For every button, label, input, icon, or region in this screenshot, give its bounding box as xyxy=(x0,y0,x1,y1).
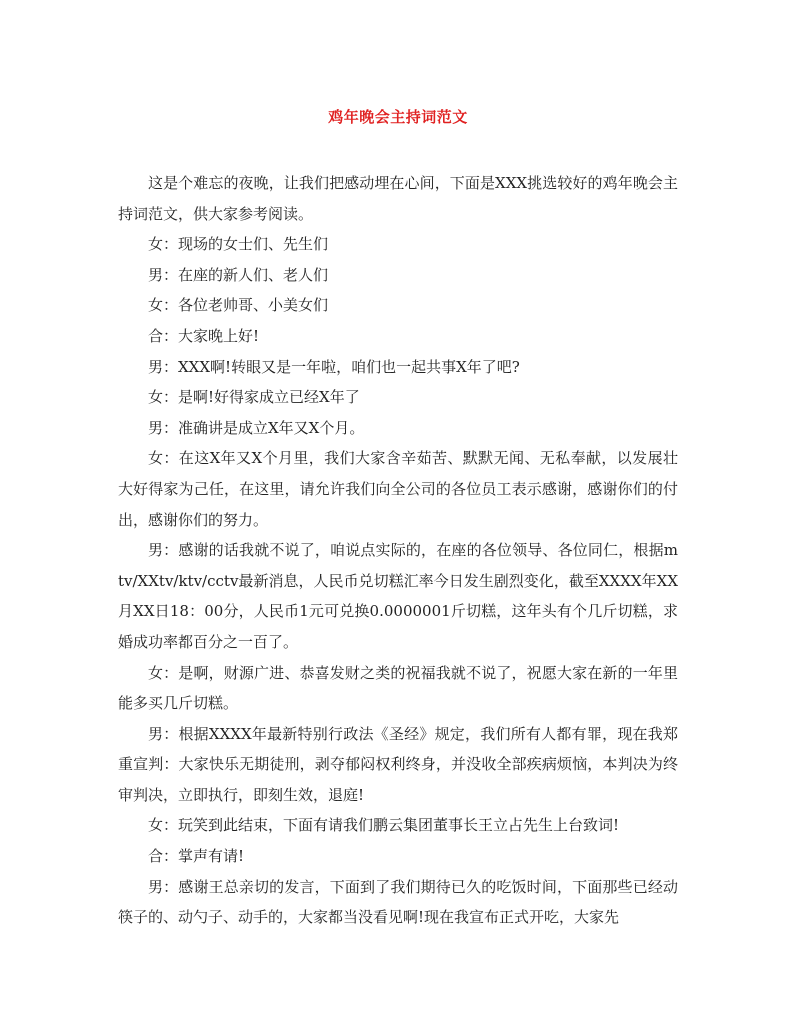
paragraph: 男：感谢王总亲切的发言，下面到了我们期待已久的吃饭时间，下面那些已经动筷子的、动勺子、动手的，大家都当没看见啊!现在我宣布正式开吃，大家先 xyxy=(118,877,678,927)
paragraph: 女：现场的女士们、先生们 xyxy=(148,235,329,254)
paragraph: 男：感谢的话我就不说了，咱说点实际的，在座的各位领导、各位同仁，根据mtv/XXtv/ktv/cctv最新消息，人民币兑切糕汇率今日发生剧烈变化，截至XXXX年XX月XX日18：00分，人民币1元可兑换0.0000001斤切糕，这年头有个几斤切糕，求婚成功率都百分之一百了。 xyxy=(118,541,678,651)
paragraph-intro: 这是个难忘的夜晚，让我们把感动埋在心间，下面是XXX挑选较好的鸡年晚会主持词范文，供大家参考阅读。 xyxy=(118,174,678,223)
paragraph: 女：玩笑到此结束，下面有请我们鹏云集团董事长王立占先生上台致词! xyxy=(148,816,620,835)
paragraph: 女：是啊，财源广进、恭喜发财之类的祝福我就不说了，祝愿大家在新的一年里能多买几斤切糕。 xyxy=(118,663,678,713)
document-title: 鸡年晚会主持词范文 xyxy=(328,108,468,126)
paragraph: 男：在座的新人们、老人们 xyxy=(148,265,329,284)
paragraph: 男：准确讲是成立X年又X个月。 xyxy=(148,418,365,437)
document-body xyxy=(118,168,678,933)
paragraph: 女：各位老帅哥、小美女们 xyxy=(148,296,329,315)
paragraph: 男：XXX啊!转眼又是一年啦，咱们也一起共事X年了吧? xyxy=(148,357,520,376)
paragraph: 女：是啊!好得家成立已经X年了 xyxy=(148,388,360,407)
paragraph: 合：掌声有请! xyxy=(148,847,245,866)
paragraph: 男：根据XXXX年最新特别行政法《圣经》规定，我们所有人都有罪，现在我郑重宣判：大家快乐无期徒刑，剥夺郁闷权利终身，并没收全部疾病烦恼，本判决为终审判决，立即执行，即刻生效，退庭! xyxy=(118,724,678,804)
paragraph: 合：大家晚上好! xyxy=(148,326,260,345)
paragraph: 女：在这X年又X个月里，我们大家含辛茹苦、默默无闻、无私奉献，以发展壮大好得家为己任，在这里，请允许我们向全公司的各位员工表示感谢，感谢你们的付出，感谢你们的努力。 xyxy=(118,449,678,529)
